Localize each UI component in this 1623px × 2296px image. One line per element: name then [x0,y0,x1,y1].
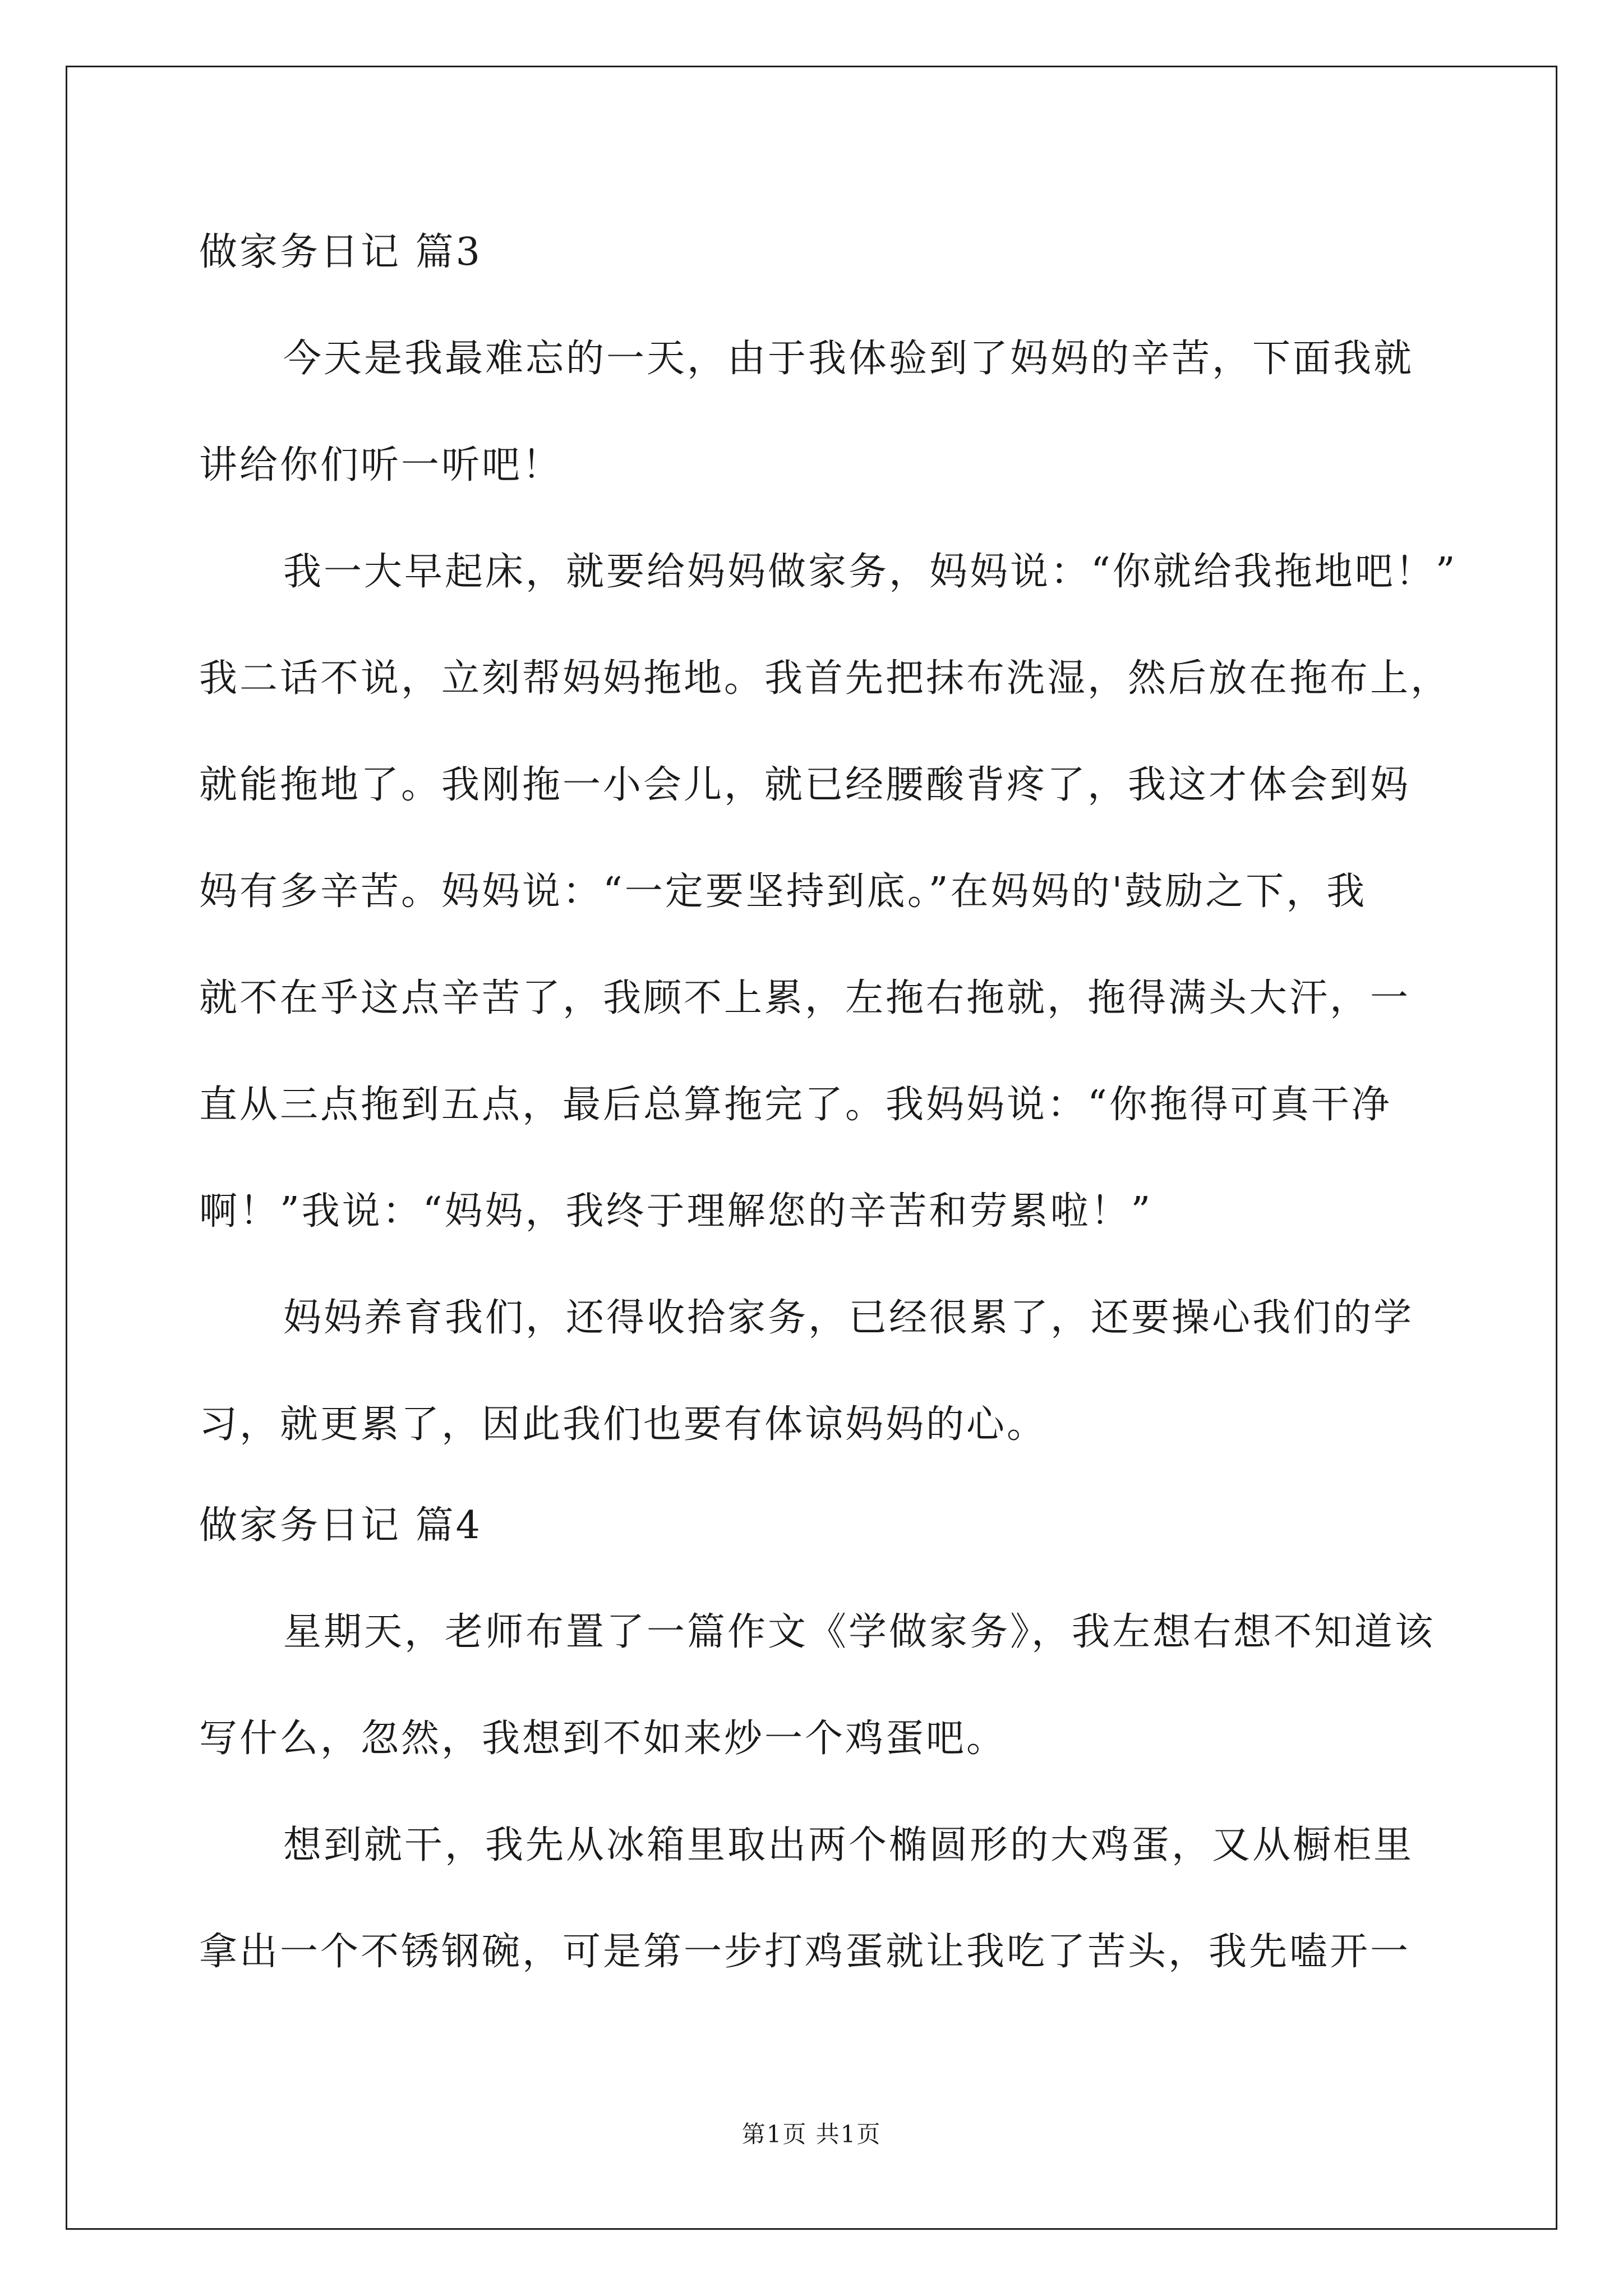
paragraph-line: 啊！”我说：“妈妈，我终于理解您的辛苦和劳累啦！” [199,1189,1153,1234]
section-heading: 做家务日记 篇3 [199,230,482,274]
section-heading: 做家务日记 篇4 [199,1503,482,1548]
paragraph-line: 就不在乎这点辛苦了，我顾不上累，左拖右拖就，拖得满头大汗，一 [199,976,1411,1020]
paragraph-line: 妈有多辛苦。妈妈说：“一定要坚持到底。”在妈妈的'鼓励之下，我 [199,869,1367,914]
paragraph-line: 直从三点拖到五点，最后总算拖完了。我妈妈说：“你拖得可真干净 [199,1083,1392,1127]
paragraph-line: 我二话不说，立刻帮妈妈拖地。我首先把抹布洗湿，然后放在拖布上， [199,656,1451,701]
paragraph-line: 拿出一个不锈钢碗，可是第一步打鸡蛋就让我吃了苦头，我先嗑开一 [199,1930,1411,1974]
paragraph-line: 今天是我最难忘的一天，由于我体验到了妈妈的辛苦，下面我就 [283,337,1414,381]
paragraph-line: 星期天，老师布置了一篇作文《学做家务》，我左想右想不知道该 [283,1610,1436,1654]
paragraph-line: 我一大早起床，就要给妈妈做家务，妈妈说：“你就给我拖地吧！” [283,550,1458,594]
paragraph-line: 想到就干，我先从冰箱里取出两个椭圆形的大鸡蛋，又从橱柜里 [283,1823,1414,1867]
page-footer: 第1页 共1页 [741,2120,882,2148]
paragraph-line: 写什么，忽然，我想到不如来炒一个鸡蛋吧。 [199,1717,1007,1761]
paragraph-line: 讲给你们听一听吧！ [199,443,563,487]
paragraph-line: 妈妈养育我们，还得收拾家务，已经很累了，还要操心我们的学 [283,1296,1414,1340]
paragraph-line: 习，就更累了，因此我们也要有体谅妈妈的心。 [199,1402,1048,1447]
page-border [66,66,1557,2230]
paragraph-line: 就能拖地了。我刚拖一小会儿，就已经腰酸背疼了，我这才体会到妈 [199,763,1411,807]
